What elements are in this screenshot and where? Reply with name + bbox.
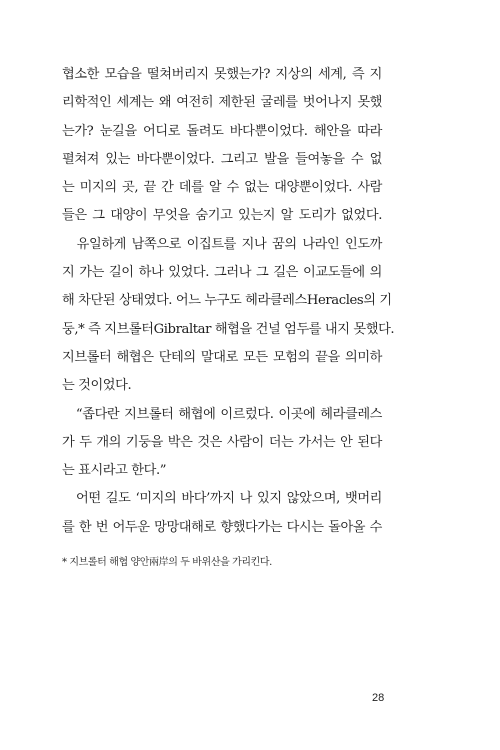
- footnote: * 지브롤터 해협 양안兩岸의 두 바위산을 가리킨다.: [62, 557, 272, 568]
- text-line: 는 미지의 곳, 끝 간 데를 알 수 없는 대양뿐이었다. 사람: [62, 180, 382, 196]
- body-text: [62, 61, 395, 542]
- text-line: 가 두 개의 기둥을 박은 것은 사람이 더는 가서는 안 된다: [62, 434, 382, 450]
- text-line: 지 가는 길이 하나 있었다. 그러나 그 길은 이교도들에 의: [62, 265, 382, 281]
- text-line: 들은 그 대양이 무엇을 숨기고 있는지 알 도리가 없었다.: [62, 208, 382, 224]
- text-line: 둥,* 즉 지브롤터Gibraltar 해협을 건널 엄두를 내지 못했다.: [62, 321, 395, 337]
- text-line: 지브롤터 해협은 단테의 말대로 모든 모험의 끝을 의미하: [62, 349, 382, 365]
- text-line: 펼쳐져 있는 바다뿐이었다. 그리고 발을 들여놓을 수 없: [62, 151, 382, 167]
- text-line: 해 차단된 상태였다. 어느 누구도 헤라클레스Heracles의 기: [62, 293, 392, 309]
- text-line: 는 것이었다.: [62, 378, 132, 394]
- text-line: 는가? 눈길을 어디로 돌려도 바다뿐이었다. 해안을 따라: [62, 123, 382, 139]
- text-line: 를 한 번 어두운 망망대해로 향했다가는 다시는 돌아올 수: [62, 519, 382, 535]
- text-line: 유일하게 남쪽으로 이집트를 지나 꿈의 나라인 인도까: [62, 236, 382, 252]
- text-line: “좁다란 지브롤터 해협에 이르렀다. 이곳에 헤라클레스: [62, 406, 382, 422]
- text-line: 리학적인 세계는 왜 여전히 제한된 굴레를 벗어나지 못했: [62, 95, 382, 111]
- text-line: 어떤 길도 ‘미지의 바다’까지 나 있지 않았으며, 뱃머리: [62, 491, 382, 507]
- text-line: 협소한 모습을 떨쳐버리지 못했는가? 지상의 세계, 즉 지: [62, 67, 382, 82]
- text-line: 는 표시라고 한다.”: [62, 463, 167, 479]
- page-number: 28: [372, 692, 385, 704]
